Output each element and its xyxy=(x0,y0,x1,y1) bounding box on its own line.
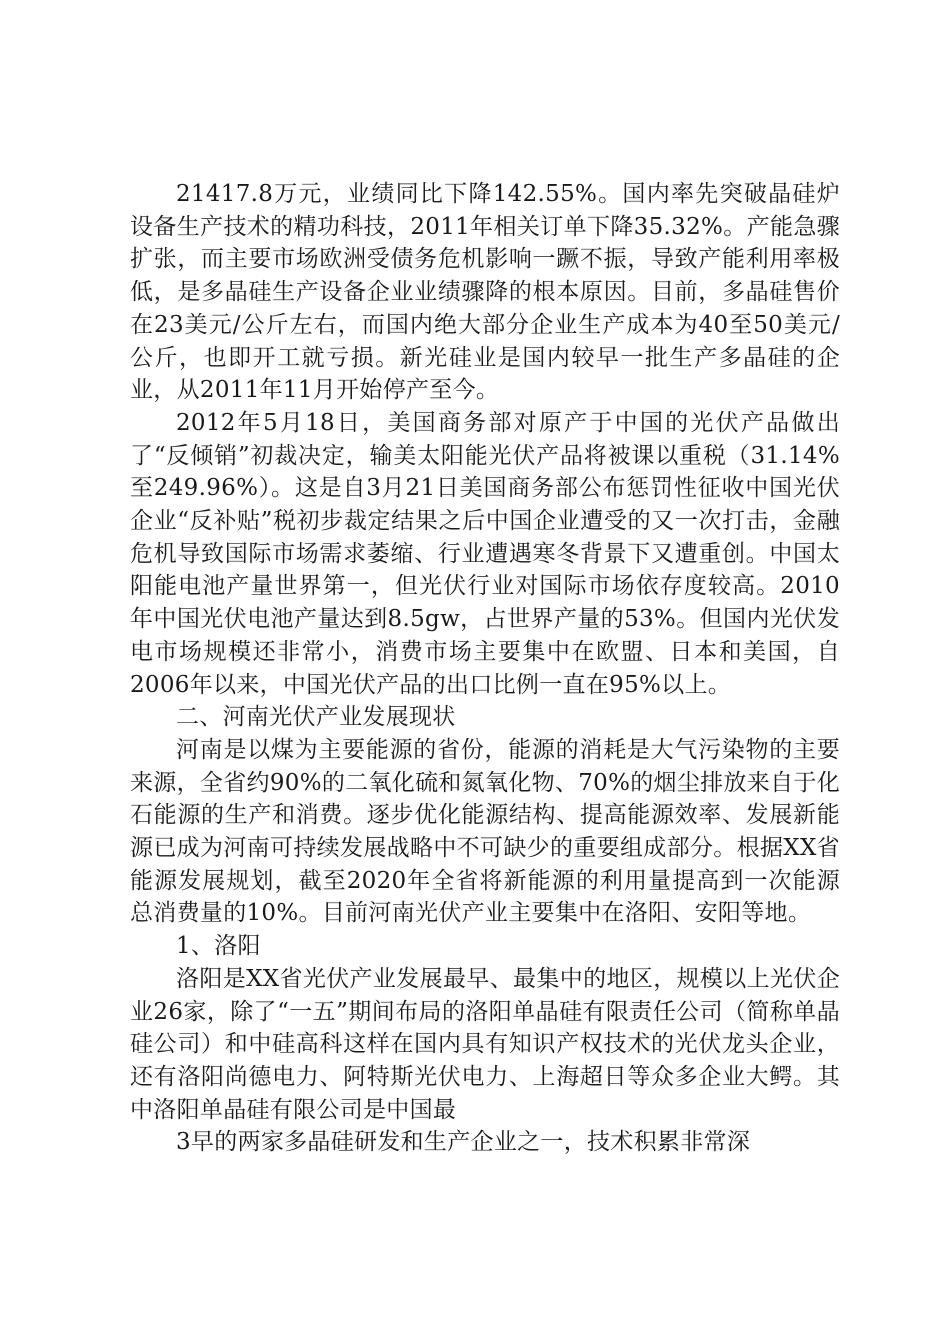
section-heading-henan: 二、河南光伏产业发展现状 xyxy=(176,704,456,731)
document-body xyxy=(130,178,840,1159)
paragraph-polysilicon-equipment: 21417.8万元，业绩同比下降142.55%。国内率先突破晶硅炉设备生产技术的精功科技，2011年相关订单下降35.32%。产能急骤扩张，而主要市场欧洲受债务危机影响一蹶不振，导致产能利用率极低，是多晶硅生产设备企业业绩骤降的根本原因。目前，多晶硅售价在23美元/公斤左右，而国内绝大部分企业生产成本为40至50美元/公斤，也即开工就亏损。新光硅业是国内较早一批生产多晶硅的企业，从2011年11月开始停产至今。 xyxy=(130,181,840,404)
paragraph-henan-energy: 河南是以煤为主要能源的省份，能源的消耗是大气污染物的主要来源，全省约90%的二氧化硫和氮氧化物、70%的烟尘排放来自于化石能源的生产和消费。逐步优化能源结构、提高能源效率、发展新能源已成为河南可持续发展战略中不可缺少的重要组成部分。根据XX省能源发展规划，截至2020年全省将新能源的利用量提高到一次能源总消费量的10%。目前河南光伏产业主要集中在洛阳、安阳等地。 xyxy=(130,736,840,927)
paragraph-anti-dumping: 2012年5月18日，美国商务部对原产于中国的光伏产品做出了“反倾销”初裁决定，输美太阳能光伏产品将被课以重税（31.14%至249.96%）。这是自3月21日美国商务部公布惩罚性征收中国光伏企业“反补贴”税初步裁定结果之后中国企业遭受的又一次打击，金融危机导致国际市场需求萎缩、行业遭遇寒冬背景下又遭重创。中国太阳能电池产量世界第一，但光伏行业对国际市场依存度较高。2010年中国光伏电池产量达到8.5gw，占世界产量的53%。但国内光伏发电市场规模还非常小，消费市场主要集中在欧盟、日本和美国，自2006年以来，中国光伏产品的出口比例一直在95%以上。 xyxy=(130,409,840,698)
paragraph-continuation: 3早的两家多晶硅研发和生产企业之一，技术积累非常深 xyxy=(176,1129,751,1156)
paragraph-luoyang: 洛阳是XX省光伏产业发展最早、最集中的地区，规模以上光伏企业26家，除了“一五”期间布局的洛阳单晶硅有限责任公司（简称单晶硅公司）和中硅高科这样在国内具有知识产权技术的光伏龙头企业，还有洛阳尚德电力、阿特斯光伏电力、上海超日等众多企业大鳄。其中洛阳单晶硅有限公司是中国最 xyxy=(130,965,840,1123)
subsection-heading-luoyang: 1、洛阳 xyxy=(176,933,261,960)
